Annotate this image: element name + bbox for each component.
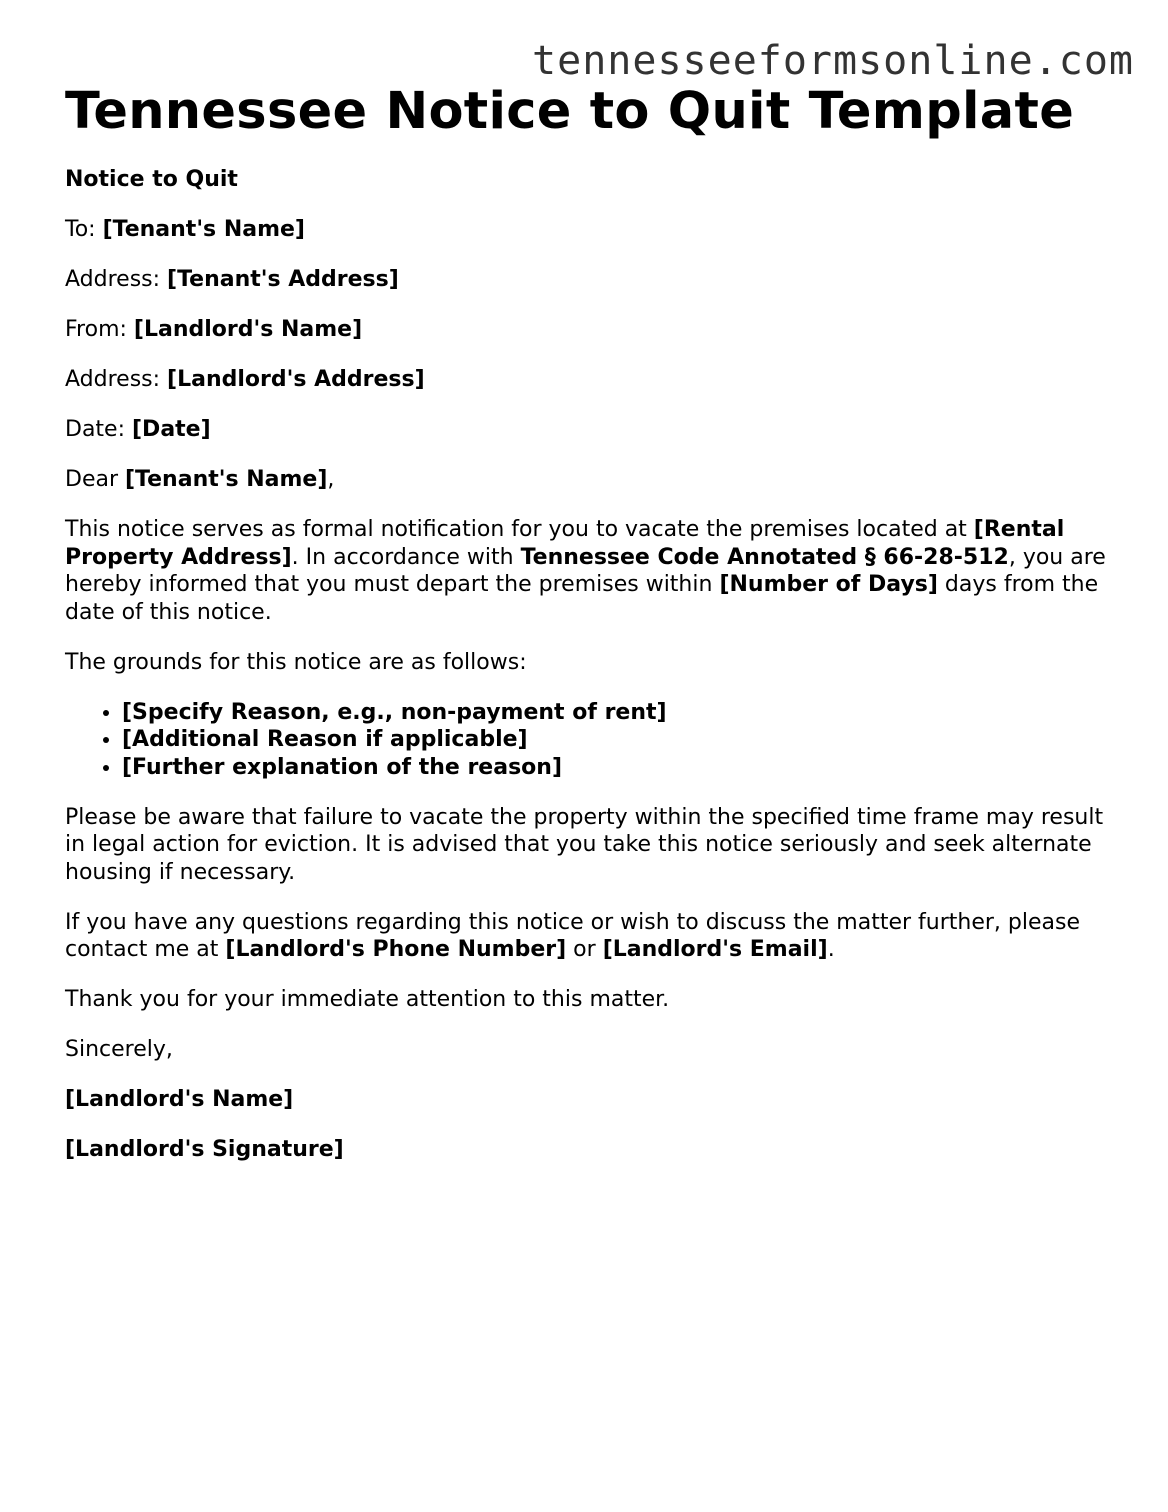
contact-paragraph: If you have any questions regarding this notice or wish to discuss the matter further, please contact me at [Landlord's Phone Number] or [Landlord's Email].	[65, 909, 1081, 962]
site-watermark: tennesseeformsonline.com	[532, 38, 1134, 84]
list-item: • [Specify Reason, e.g., non-payment of rent]	[122, 699, 1115, 727]
notice-body	[65, 166, 1115, 1186]
date-line: Date: [Date]	[65, 417, 211, 442]
grounds-intro: The grounds for this notice are as follows:	[65, 649, 527, 675]
page-title: Tennessee Notice to Quit Template	[65, 82, 1075, 141]
salutation: Dear [Tenant's Name],	[65, 467, 335, 492]
signature-name: [Landlord's Name]	[65, 1087, 294, 1112]
notice-heading: Notice to Quit	[65, 167, 238, 192]
thanks-line: Thank you for your immediate attention to this matter.	[65, 987, 670, 1012]
warning-paragraph: Please be aware that failure to vacate the property within the specified time frame may result in legal action for eviction. It is advised that you take this notice seriously and seek alternate housing if necessary.	[65, 804, 1104, 885]
landlord-address-line: Address: [Landlord's Address]	[65, 367, 425, 392]
tenant-address-line: Address: [Tenant's Address]	[65, 267, 399, 292]
signature-line: [Landlord's Signature]	[65, 1137, 344, 1162]
to-line: To: [Tenant's Name]	[65, 217, 305, 242]
list-item: • [Further explanation of the reason]	[122, 754, 1115, 782]
list-item: • [Additional Reason if applicable]	[122, 726, 1115, 754]
notice-paragraph: This notice serves as formal notification for you to vacate the premises located at [Rental Property Address]. In accordance with Tennessee Code Annotated § 66-28-512, you are hereby informed that you must depart the premises within [Number of Days] days from the date of this notice.	[65, 517, 1106, 625]
reasons-list	[65, 699, 1115, 782]
from-line: From: [Landlord's Name]	[65, 317, 363, 342]
closing-line: Sincerely,	[65, 1037, 173, 1062]
